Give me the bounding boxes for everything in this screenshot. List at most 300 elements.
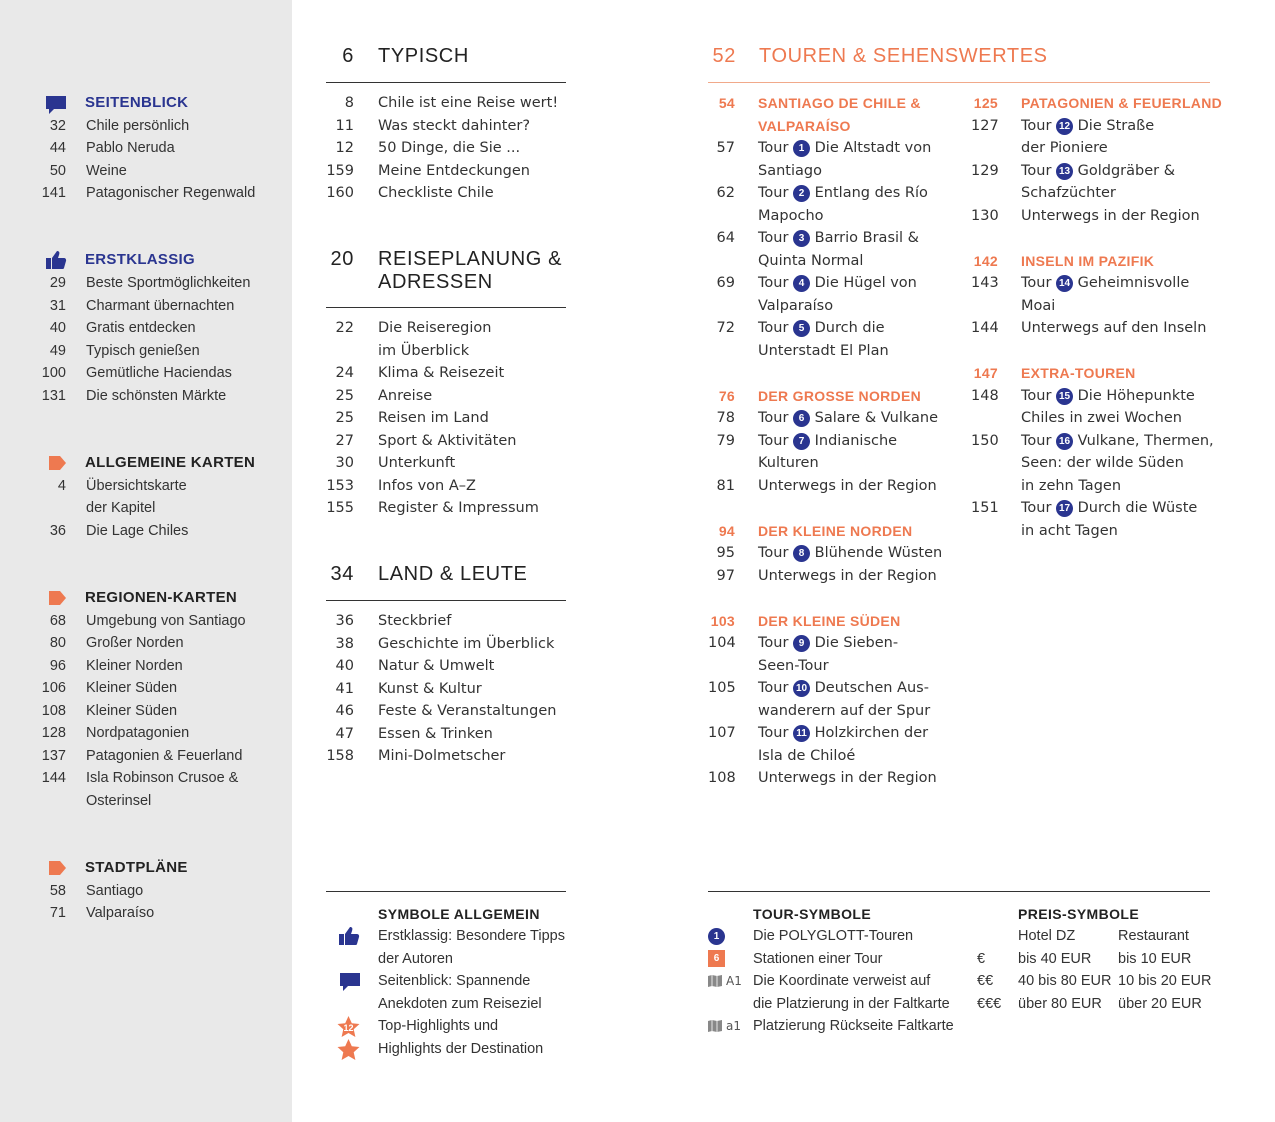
item-label xyxy=(1021,430,1214,453)
page-number: 104 xyxy=(708,635,736,651)
page-number: 108 xyxy=(41,702,66,719)
tour-item xyxy=(971,272,1189,295)
item-label: Unterkunft xyxy=(378,455,456,471)
coordinate-label: a1 xyxy=(726,1019,741,1033)
tour-word: Tour xyxy=(758,320,789,336)
list-item xyxy=(40,497,280,520)
page-number: 105 xyxy=(708,680,736,696)
list-item xyxy=(708,250,863,273)
list-item xyxy=(40,475,280,498)
item-label xyxy=(758,160,822,183)
list-item xyxy=(326,633,566,656)
tour-title: Entlang des Río xyxy=(814,185,928,201)
item-label: Gratis entdecken xyxy=(86,320,196,336)
item-label xyxy=(758,250,863,273)
item-label: Gemütliche Haciendas xyxy=(86,365,232,381)
region-heading xyxy=(708,520,912,543)
tour-word: Tour xyxy=(758,185,789,201)
tour-word: Tour xyxy=(758,230,789,246)
tour-word: Tour xyxy=(1021,432,1052,449)
item-label: Osterinsel xyxy=(86,792,152,809)
page-number: 127 xyxy=(971,117,999,134)
page-number: 97 xyxy=(716,567,735,584)
page-number: 64 xyxy=(716,230,735,246)
page-number: 125 xyxy=(973,95,998,111)
list-item xyxy=(40,272,280,295)
list-item xyxy=(40,722,280,745)
list-item xyxy=(40,902,280,925)
list-item xyxy=(708,655,829,678)
list-item xyxy=(326,407,566,430)
tour-item xyxy=(971,160,1175,183)
list-item xyxy=(326,362,566,385)
page-number: 106 xyxy=(41,680,66,696)
page-number: 130 xyxy=(971,207,999,224)
page-number xyxy=(708,205,735,228)
page-number xyxy=(971,407,998,430)
speech-bubble-icon xyxy=(339,972,361,992)
page-number: 81 xyxy=(716,477,735,494)
list-item xyxy=(971,452,1184,475)
legend-line: Die Koordinate verweist auf xyxy=(753,973,931,989)
item-label: Sport & Aktivitäten xyxy=(378,432,517,449)
page-number xyxy=(708,250,735,273)
speech-bubble-icon xyxy=(45,95,67,115)
legend-line: Die POLYGLOTT-Touren xyxy=(753,928,914,944)
tour-number-badge: 13 xyxy=(1056,163,1073,180)
list-item xyxy=(326,745,566,768)
item-label: der Kapitel xyxy=(86,500,156,516)
page-number: 80 xyxy=(49,635,66,651)
item-label: Pablo Neruda xyxy=(86,140,175,156)
list-item xyxy=(40,790,280,813)
restaurant-price: 10 bis 20 EUR xyxy=(1118,973,1212,989)
item-label: Kleiner Süden xyxy=(86,702,178,719)
region-label: DER KLEINE NORDEN xyxy=(758,522,913,539)
tour-title: Geheimnisvolle xyxy=(1077,275,1190,291)
page-number: 57 xyxy=(716,140,735,156)
item-label: Nordpatagonien xyxy=(86,725,190,741)
restaurant-price: bis 10 EUR xyxy=(1118,950,1192,967)
page-number: 151 xyxy=(971,500,999,516)
top-highlight-star-icon xyxy=(336,1015,361,1039)
item-label xyxy=(1021,452,1184,475)
symbole-allgemein-heading: SYMBOLE ALLGEMEIN xyxy=(378,906,540,922)
page-number: 49 xyxy=(49,342,66,359)
page-number: 44 xyxy=(49,140,66,156)
item-text: Quinta Normal xyxy=(758,252,864,269)
page-number: 94 xyxy=(718,522,735,539)
page-number: 27 xyxy=(335,432,354,449)
section-title: LAND & LEUTE xyxy=(378,563,528,585)
page-number xyxy=(40,790,66,813)
item-label: Typisch genießen xyxy=(86,342,200,359)
item-label xyxy=(758,722,928,745)
price-symbol: €€€ xyxy=(977,995,1002,1012)
page-number: 76 xyxy=(718,387,735,404)
item-label xyxy=(758,565,937,588)
restaurant-column-header: Restaurant xyxy=(1118,928,1189,944)
list-item xyxy=(708,700,930,723)
list-item xyxy=(326,723,566,746)
item-label xyxy=(1021,475,1121,498)
page-number xyxy=(708,745,735,768)
page-number: 24 xyxy=(335,365,354,381)
page-number: 137 xyxy=(41,747,66,764)
item-label: Reisen im Land xyxy=(378,410,489,426)
region-label: PATAGONIEN & FEUERLAND xyxy=(1021,95,1223,111)
list-item xyxy=(40,115,280,138)
list-item xyxy=(40,745,280,768)
page-number xyxy=(40,497,66,520)
page-number: 141 xyxy=(41,185,66,201)
item-label: Isla Robinson Crusoe & xyxy=(86,770,239,786)
tour-item xyxy=(708,407,938,430)
tour-title: Barrio Brasil & xyxy=(814,230,919,246)
page-number xyxy=(971,137,998,160)
thumbs-up-icon xyxy=(45,250,67,270)
item-label: Kunst & Kultur xyxy=(378,680,482,697)
legend-line: die Platzierung in der Faltkarte xyxy=(753,995,950,1012)
page-number xyxy=(971,452,998,475)
tour-number-badge: 16 xyxy=(1056,433,1073,450)
list-item xyxy=(40,182,280,205)
item-label: 50 Dinge, die Sie ... xyxy=(378,140,521,156)
tour-item xyxy=(708,227,919,250)
list-item xyxy=(40,700,280,723)
item-text: Valparaíso xyxy=(758,297,834,314)
region-heading xyxy=(708,115,851,138)
hotel-price: bis 40 EUR xyxy=(1018,950,1092,967)
tour-number-badge: 11 xyxy=(793,725,810,742)
item-label xyxy=(1021,182,1116,205)
item-label xyxy=(758,407,938,430)
item-label xyxy=(758,452,819,475)
page-number: 160 xyxy=(326,185,354,201)
page-number xyxy=(708,295,735,318)
item-label: im Überblick xyxy=(378,342,470,359)
item-label xyxy=(1021,317,1206,340)
page-number: 11 xyxy=(335,117,354,134)
item-label: Großer Norden xyxy=(86,635,184,651)
item-label xyxy=(1021,295,1055,318)
item-label xyxy=(758,340,889,363)
reiseplanung-title xyxy=(326,248,566,294)
item-label: Geschichte im Überblick xyxy=(378,635,555,652)
section-number: 20 xyxy=(330,248,354,270)
page-number: 71 xyxy=(49,905,66,921)
erstklassig-heading: ERSTKLASSIG xyxy=(85,251,195,268)
item-text: Kulturen xyxy=(758,455,819,471)
list-item xyxy=(40,362,280,385)
tour-number-badge: 1 xyxy=(793,140,810,157)
tour-word: Tour xyxy=(1021,387,1052,404)
item-label: Anreise xyxy=(378,387,433,404)
tour-number-badge-icon: 1 xyxy=(708,928,725,945)
item-label: Umgebung von Santiago xyxy=(86,612,246,629)
item-label xyxy=(758,272,917,295)
page-number: 22 xyxy=(335,320,354,336)
item-text: Unterwegs in der Region xyxy=(758,770,937,786)
item-label: Natur & Umwelt xyxy=(378,658,495,674)
list-item xyxy=(326,497,566,520)
list-item xyxy=(326,182,566,205)
item-label xyxy=(758,137,931,160)
tour-title: Goldgräber & xyxy=(1077,162,1176,179)
page-number xyxy=(971,295,998,318)
page-number: 78 xyxy=(716,410,735,426)
tour-number-badge: 12 xyxy=(1056,118,1073,135)
region-label: INSELN IM PAZIFIK xyxy=(1021,252,1155,269)
item-text: Santiago xyxy=(758,162,822,179)
page-number: 131 xyxy=(41,387,66,404)
map-pointer-icon xyxy=(49,861,66,875)
page-number: 4 xyxy=(57,477,66,494)
divider xyxy=(708,82,1210,83)
tour-symbole-heading: TOUR-SYMBOLE xyxy=(753,906,872,922)
item-label: Mini-Dolmetscher xyxy=(378,748,506,764)
divider xyxy=(708,891,1210,892)
page-number: 31 xyxy=(49,297,66,314)
tour-item xyxy=(971,497,1197,520)
item-label xyxy=(1021,520,1118,543)
page-number: 108 xyxy=(708,770,736,786)
page-number: 36 xyxy=(335,613,354,629)
region-heading xyxy=(971,92,1222,115)
item-label xyxy=(1021,137,1108,160)
page-number: 150 xyxy=(971,432,999,449)
item-label: Beste Sportmöglichkeiten xyxy=(86,275,251,291)
coordinate-label: A1 xyxy=(726,974,742,988)
page-number: 107 xyxy=(708,725,736,741)
hotel-price: 40 bis 80 EUR xyxy=(1018,973,1112,989)
list-item xyxy=(40,340,280,363)
item-label: Die Lage Chiles xyxy=(86,522,189,539)
item-label: Santiago xyxy=(86,882,144,899)
seitenblick-heading: SEITENBLICK xyxy=(85,94,189,111)
list-item xyxy=(708,745,855,768)
tour-title: Die Straße xyxy=(1077,117,1155,134)
tour-item xyxy=(708,677,929,700)
item-text: Unterstadt El Plan xyxy=(758,342,889,359)
region-label: VALPARAÍSO xyxy=(758,117,851,134)
page-number: 100 xyxy=(41,365,66,381)
tour-title: Indianische xyxy=(814,432,898,449)
item-text: Chiles in zwei Wochen xyxy=(1021,410,1182,426)
page-number: 12 xyxy=(335,140,354,156)
section-title: TOUREN & SEHENSWERTES xyxy=(759,45,1048,67)
page-number: 29 xyxy=(49,275,66,291)
tour-word: Tour xyxy=(758,140,789,156)
page-number xyxy=(708,700,735,723)
divider xyxy=(326,307,566,308)
list-item xyxy=(708,565,937,588)
list-item xyxy=(40,160,280,183)
page-number xyxy=(708,452,735,475)
item-label xyxy=(1021,115,1154,138)
section-number: 6 xyxy=(342,45,354,67)
page-number: 30 xyxy=(335,455,354,471)
highlight-star-icon xyxy=(336,1038,361,1062)
page-number: 129 xyxy=(971,162,999,179)
list-item xyxy=(971,182,1116,205)
thumbs-up-icon xyxy=(338,926,360,946)
region-heading xyxy=(971,250,1154,273)
page-number xyxy=(708,160,735,183)
tour-word: Tour xyxy=(758,432,789,449)
list-item xyxy=(326,678,566,701)
item-text: in zehn Tagen xyxy=(1021,477,1122,494)
map-pointer-icon xyxy=(49,591,66,605)
page-number: 144 xyxy=(971,320,999,336)
tour-number-badge: 5 xyxy=(793,320,810,337)
item-label: Checkliste Chile xyxy=(378,185,494,201)
region-heading xyxy=(708,610,900,633)
page-number: 79 xyxy=(716,432,735,449)
divider xyxy=(326,891,566,892)
page-number: 25 xyxy=(335,410,354,426)
list-item xyxy=(326,92,566,115)
item-label xyxy=(1021,272,1189,295)
page-number: 153 xyxy=(326,477,354,494)
section-title-line1: REISEPLANUNG & xyxy=(378,248,563,270)
item-text: Unterwegs in der Region xyxy=(758,567,937,584)
item-text: Moai xyxy=(1021,297,1056,314)
item-label: Die Reiseregion xyxy=(378,320,492,336)
item-label xyxy=(758,295,833,318)
tour-item xyxy=(971,385,1195,408)
tour-title: Durch die xyxy=(814,320,885,336)
item-text: Unterwegs in der Region xyxy=(758,477,937,494)
region-heading xyxy=(708,385,921,408)
tour-word: Tour xyxy=(758,635,789,651)
item-label: Patagonischer Regenwald xyxy=(86,185,256,201)
list-item xyxy=(40,655,280,678)
list-item xyxy=(326,115,566,138)
legend-line: Top-Highlights und xyxy=(378,1018,499,1034)
legend-line: Anekdoten zum Reiseziel xyxy=(378,995,542,1012)
list-item xyxy=(326,317,566,340)
hotel-column-header: Hotel DZ xyxy=(1018,928,1076,944)
tour-number-badge: 17 xyxy=(1056,500,1073,517)
folding-map-icon xyxy=(708,975,722,987)
list-item xyxy=(40,385,280,408)
tour-word: Tour xyxy=(758,680,789,696)
list-item xyxy=(708,160,822,183)
item-text: Seen-Tour xyxy=(758,657,829,674)
list-item xyxy=(708,205,824,228)
tour-item xyxy=(708,317,885,340)
page-number: 25 xyxy=(335,387,354,404)
page-number xyxy=(971,182,998,205)
price-symbol: €€ xyxy=(977,973,994,989)
tour-word: Tour xyxy=(1021,500,1052,516)
tour-number-badge: 10 xyxy=(793,680,810,697)
list-item xyxy=(40,767,280,790)
list-item xyxy=(40,137,280,160)
tour-word: Tour xyxy=(1021,162,1052,179)
region-heading xyxy=(708,92,921,115)
page-number: 95 xyxy=(716,545,735,561)
list-item xyxy=(326,430,566,453)
list-item xyxy=(971,475,1121,498)
page-number: 32 xyxy=(49,117,66,134)
map-pointer-icon xyxy=(49,456,66,470)
page-number: 38 xyxy=(335,635,354,652)
tour-title: Holzkirchen der xyxy=(814,725,929,741)
page-number: 8 xyxy=(344,95,354,111)
item-label: Kleiner Norden xyxy=(86,657,183,674)
item-label xyxy=(758,700,930,723)
page-number: 147 xyxy=(973,365,998,381)
page-number: 54 xyxy=(718,95,735,111)
tour-title: Die Hügel von xyxy=(814,275,917,291)
tour-item xyxy=(971,115,1154,138)
item-label: Klima & Reisezeit xyxy=(378,365,505,381)
legend-line: Seitenblick: Spannende xyxy=(378,973,531,989)
item-text: Unterwegs auf den Inseln xyxy=(1021,320,1207,336)
list-item xyxy=(326,655,566,678)
legend-line: Stationen einer Tour xyxy=(753,950,883,967)
item-text: Unterwegs in der Region xyxy=(1021,207,1200,224)
tour-title: Deutschen Aus- xyxy=(814,680,929,696)
section-title: TYPISCH xyxy=(378,45,469,67)
star-number: 12 xyxy=(343,1023,354,1033)
page-number: 40 xyxy=(49,320,66,336)
item-label: Infos von A–Z xyxy=(378,477,476,494)
page-number: 148 xyxy=(971,387,999,404)
list-item xyxy=(971,520,1118,543)
tour-word: Tour xyxy=(758,275,789,291)
item-label: Patagonien & Feuerland xyxy=(86,747,243,764)
tour-title: Die Altstadt von xyxy=(814,140,932,156)
region-heading xyxy=(971,362,1136,385)
item-label: Die schönsten Märkte xyxy=(86,387,227,404)
tour-item xyxy=(971,430,1214,453)
item-text: wanderern auf der Spur xyxy=(758,702,931,719)
tour-item xyxy=(708,542,942,565)
page-number xyxy=(326,340,354,363)
page-number xyxy=(971,475,998,498)
list-item xyxy=(326,385,566,408)
item-label xyxy=(1021,497,1197,520)
price-symbol: € xyxy=(977,950,986,967)
item-text: Isla de Chiloé xyxy=(758,747,856,764)
list-item xyxy=(708,475,937,498)
tour-number-badge: 9 xyxy=(793,635,810,652)
page-number: 50 xyxy=(49,162,66,179)
tour-title: Vulkane, Thermen, xyxy=(1077,432,1214,449)
item-label: Chile ist eine Reise wert! xyxy=(378,95,559,111)
tour-word: Tour xyxy=(758,725,789,741)
item-label xyxy=(1021,160,1175,183)
item-label xyxy=(758,182,928,205)
section-number: 52 xyxy=(712,45,736,67)
list-item xyxy=(971,137,1108,160)
item-label xyxy=(1021,205,1200,228)
tour-item xyxy=(708,430,897,453)
page-number xyxy=(708,655,735,678)
item-label xyxy=(758,767,937,790)
item-label xyxy=(758,542,942,565)
item-label: Charmant übernachten xyxy=(86,297,235,314)
page-number: 58 xyxy=(49,882,66,899)
allgemeine-karten-heading: ALLGEMEINE KARTEN xyxy=(85,454,256,471)
page-number: 159 xyxy=(326,162,354,179)
preis-symbole-heading: PREIS-SYMBOLE xyxy=(1018,906,1140,922)
legend-line: Highlights der Destination xyxy=(378,1040,544,1057)
tour-item xyxy=(708,722,928,745)
